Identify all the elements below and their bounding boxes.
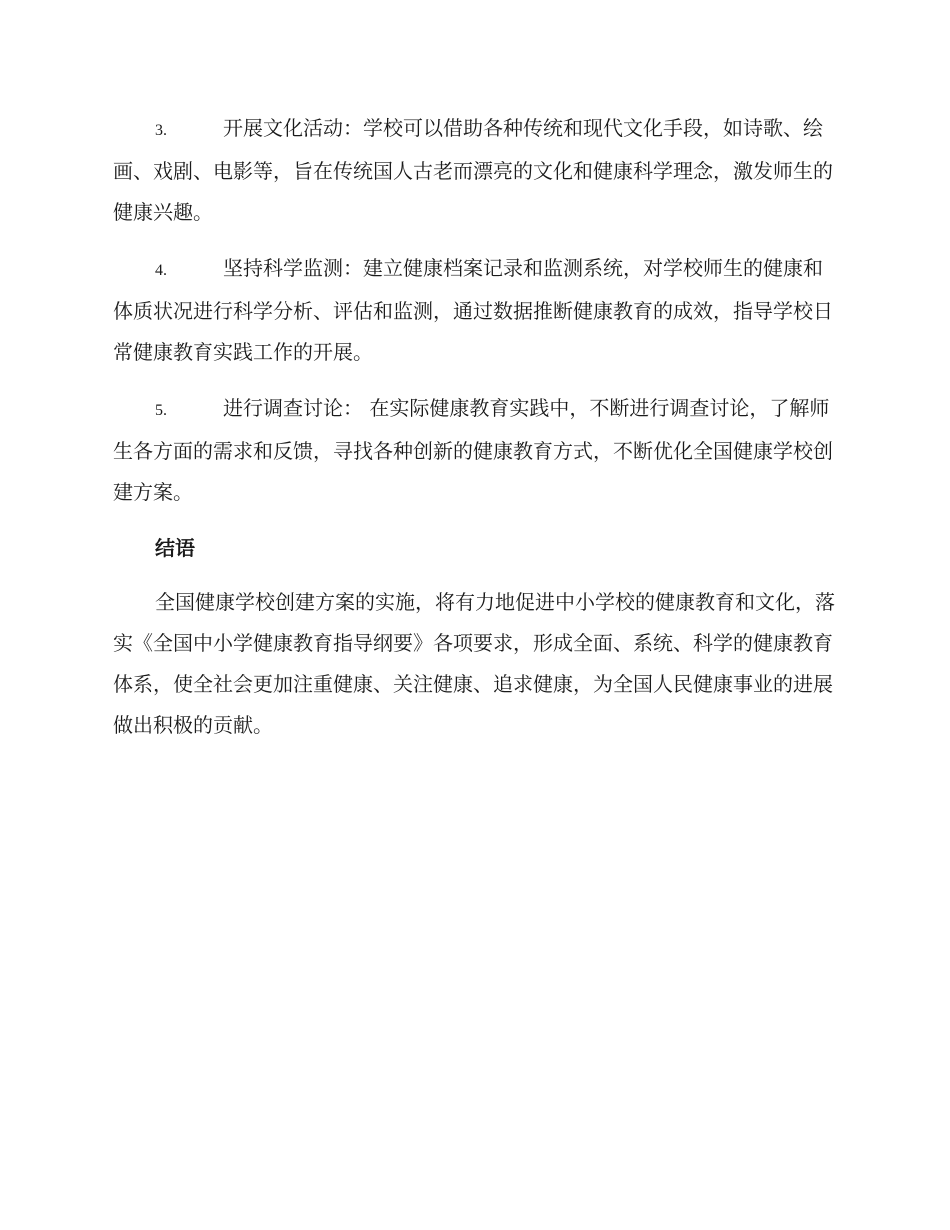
list-number: 5. — [155, 402, 167, 419]
conclusion-paragraph: 全国健康学校创建方案的实施，将有力地促进中小学校的健康教育和文化，落实《全国中小学健康教育指导纲要》各项要求，形成全面、系统、科学的健康教育体系，使全社会更加注重健康、关注健康、追求健康，为全国人民健康事业的进展做出积极的贡献。 — [113, 590, 835, 737]
conclusion-heading: 结语 — [155, 536, 195, 560]
list-item-text: 坚持科学监测：建立健康档案记录和监测系统，对学校师生的健康和体质状况进行科学分析、评估和监测，通过数据推断健康教育的成效，指导学校日常健康教育实践工作的开展。 — [113, 256, 833, 364]
list-number: 4. — [155, 262, 167, 279]
list-item-3 — [113, 108, 840, 233]
list-item-5 — [113, 388, 840, 513]
list-item-text: 开展文化活动：学校可以借助各种传统和现代文化手段，如诗歌、绘画、戏剧、电影等，旨在传统国人古老而漂亮的文化和健康科学理念，激发师生的健康兴趣。 — [113, 116, 833, 224]
list-item-4 — [113, 248, 840, 373]
document-body — [113, 108, 840, 746]
list-item-text: 进行调查讨论： 在实际健康教育实践中，不断进行调查讨论，了解师生各方面的需求和反馈，寻找各种创新的健康教育方式，不断优化全国健康学校创建方案。 — [113, 396, 833, 504]
list-number: 3. — [155, 122, 167, 139]
